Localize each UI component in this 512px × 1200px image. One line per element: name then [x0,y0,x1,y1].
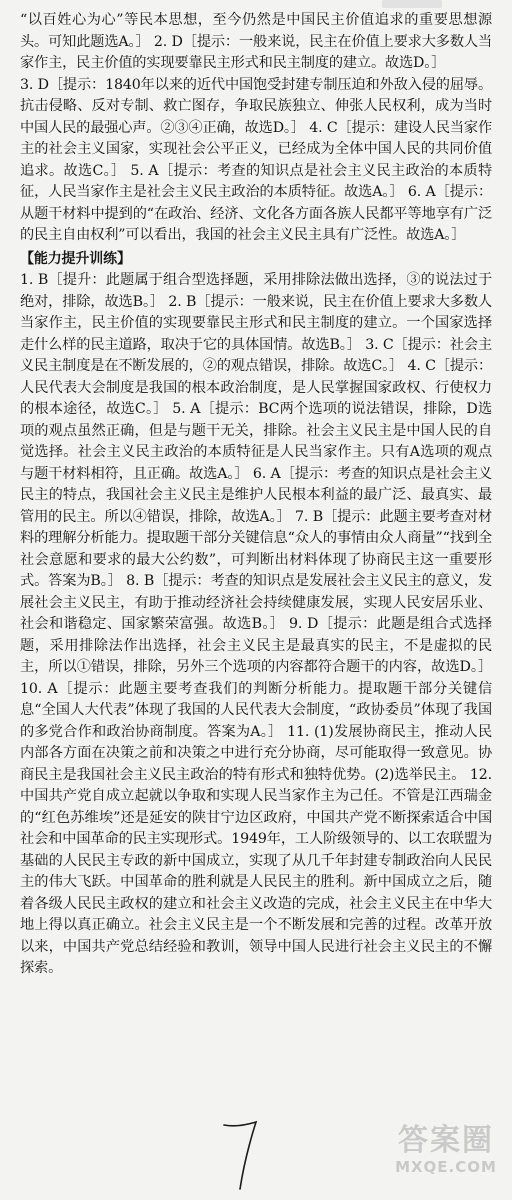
watermark-logo-text: 答案圈 [398,1123,494,1158]
handwritten-page-number [210,1115,270,1195]
answer-paragraph-3: 1. B［提升：此题属于组合型选择题，采用排除法做出选择，③的说法过于绝对，排除，故选B。］ 2. B［提示：一般来说，民主在价值上要求大多数人当家作主，民主价值的实现要靠民主形式和民主制度的建立。一个国家选择走什么样的民主道路，取决于它的具体国情。故选B。］ 3. C［提示：社会主义民主制度是在不断发展的，②的观点错误，排除。故选C。］ 4. C［提示：人民代表大会制度是我国的根本政治制度，是人民掌握国家政权、行使权力的根本途径，故选C。］ 5. A［提示：BC两个选项的说法错误，排除，D选项的观点虽然正确，但是与题干无关，排除。社会主义民主是中国人民的自觉选择。社会主义民主政治的本质特征是人民当家作主。只有A选项的观点与题干材料相符，且正确。故选A。］ 6. A［提示：考查的知识点是社会主义民主的特点，我国社会主义民主是维护人民根本利益的最广泛、最真实、最管用的民主。所以④错误，排除，故选A。］ 7. B［提示：此题主要考查对材料的理解分析能力。提取题干部分关键信息“众人的事情由众人商量”“找到全社会意愿和要求的最大公约数”，可判断出材料体现了协商民主这一重要形式。答案为B。］ 8. B［提示：考查的知识点是发展社会主义民主的意义，发展社会主义民主，有助于推动经济社会持续健康发展，实现人民安居乐业、社会和谐稳定、国家繁荣富强。故选B。］ 9. D［提示：此题是组合式选择题，采用排除法作出选择，社会主义民主是最真实的民主，不是虚拟的民主，所以①错误，排除，另外三个选项的内容都符合题干的内容，故选D。］ 10. A［提示：此题主要考查我们的判断分析能力。提取题干部分关键信息“全国人大代表”体现了我国的人民代表大会制度，“政协委员”体现了我国的多党合作和政治协商制度。答案为A。］ 11. (1)发展协商民主，推动人民内部各方面在决策之前和决策之中进行充分协商，尽可能取得一致意见。协商民主是我国社会主义民主政治的特有形式和独特优势。(2)选举民主。 12. 中国共产党自成立起就以争取和实现人民当家作主为己任。不管是江西瑞金的“红色苏维埃”还是延安的陕甘宁边区政府，中国共产党不断探索适合中国社会和中国革命的民主实现形式。1949年，工人阶级领导的、以工农联盟为基础的人民民主专政的新中国成立，实现了从几千年封建专制政治向人民民主的伟大飞跃。中国革命的胜利就是人民民主的胜利。新中国成立之后，随着各级人民民主政权的建立和社会主义改造的完成，社会主义民主在中华大地上得以真正确立。社会主义民主是一个不断发展和完善的过程。改革开放以来，中国共产党总结经验和教训，领导中国人民进行社会主义民主的不懈探索。 [20,272,492,976]
section-heading-ability-training: 【能力提升训练】 [20,250,131,267]
top-stamp-mark [382,0,442,8]
watermark-url: MXQE.COM [395,1158,497,1176]
answer-paragraph-1: “以百姓心为心”等民本思想，至今仍然是中国民主价值追求的重要思想源头。可知此题选A。］ 2. D［提示：一般来说，民主在价值上要求大多数人当家作主，民主价值的实现要靠民主形式和民主制度的建立。故选D。］ [20,12,492,71]
answer-text-block [20,10,492,980]
site-watermark [386,1124,506,1194]
answer-paragraph-2: 3. D［提示：1840年以来的近代中国饱受封建专制压迫和外敌入侵的屈辱。抗击侵略、反对专制、救亡图存，争取民族独立、伸张人民权利，成为当时中国人民的最强心声。②③④正确，故选D。］ 4. C［提示：建设人民当家作主的社会主义国家，实现社会公平正义，已经成为全体中国人民的共同价值追求。故选C。］ 5. A［提示：考查的知识点是社会主义民主政治的本质特征，人民当家作主是社会主义民主政治的本质特征。故选A。］ 6. A［提示：从题干材料中提到的“在政治、经济、文化各方面各族人民都平等地享有广泛的民主自由权利”可以看出，我国的社会主义民主具有广泛性。故选A。］ [20,76,492,243]
